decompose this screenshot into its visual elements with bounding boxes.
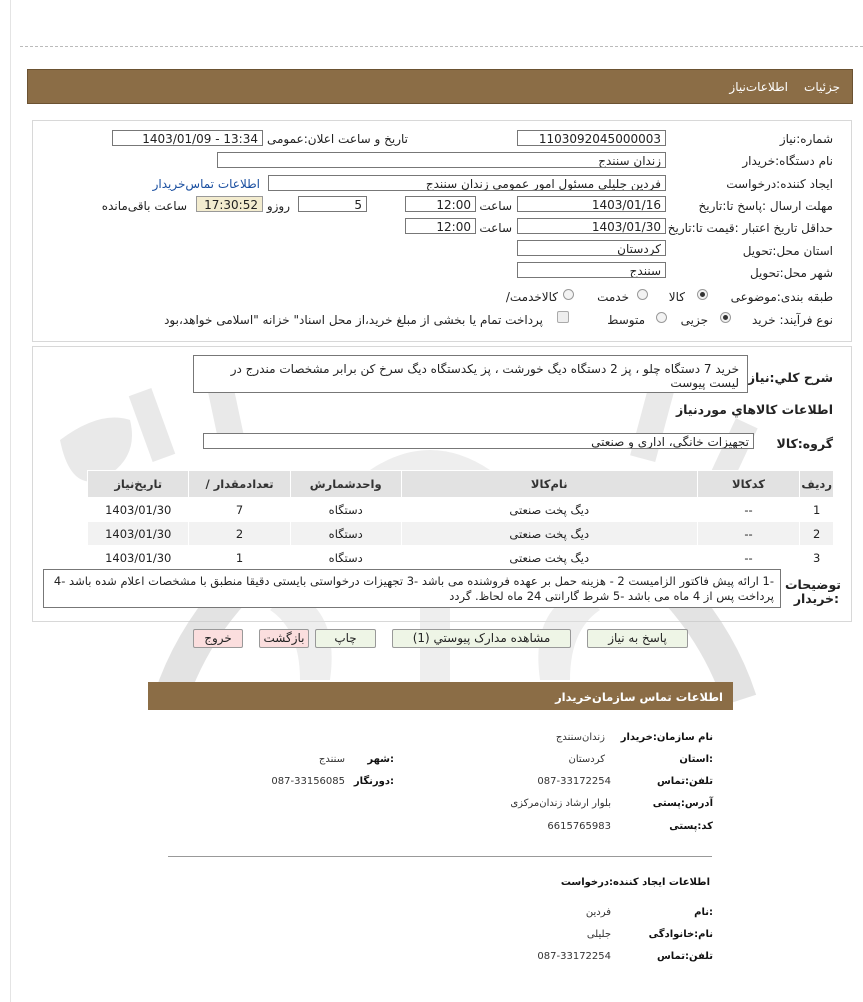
table-row	[88, 522, 834, 546]
view-attachments-button[interactable]: مشاهده مدارک پیوستي (1)	[392, 629, 571, 648]
reply-time-field: 12:00	[405, 196, 476, 212]
org-value: زندان‌سنندج	[555, 732, 605, 743]
cell-row: 1	[800, 498, 834, 522]
goods-table	[87, 470, 834, 570]
address-label: آدرس:پستی	[652, 798, 713, 809]
cell-unit: دستگاه	[290, 522, 401, 546]
print-button[interactable]: چاپ	[315, 629, 376, 648]
col-goods-code: کدکالا	[697, 471, 800, 498]
cell-unit: دستگاه	[290, 546, 401, 570]
remaining-label: ساعت باقی‌مانده	[101, 199, 187, 213]
days-field: 5	[298, 196, 367, 212]
buyer-org-label: نام دستگاه:خریدار	[742, 154, 833, 168]
contact-divider	[168, 856, 712, 857]
buyer-org-field: زندان سنندج	[217, 152, 666, 168]
contact-section-title: اطلاعات تماس سازمان‌خریدار	[555, 690, 723, 704]
radio-goods[interactable]	[697, 289, 708, 300]
cell-goods-code: --	[697, 498, 800, 522]
radio-medium-label: متوسط	[607, 313, 645, 327]
radio-goods-service[interactable]	[563, 289, 574, 300]
creator-phone-value: 087-33172254	[537, 951, 611, 962]
creator-info-title: اطلاعات ایجاد کننده:درخواست	[560, 877, 710, 888]
radio-partial-label: جزیی	[680, 313, 708, 327]
reply-deadline-label: مهلت ارسال :پاسخ تا:تاریخ	[698, 199, 833, 213]
creator-name-value: فردین	[585, 907, 611, 918]
need-number-label: شماره:نیاز	[779, 132, 833, 146]
province-contact-value: کردستان	[568, 754, 605, 765]
fax-label: دورنگار:	[353, 776, 394, 787]
creator-name-label: نام:	[694, 907, 713, 918]
goods-info-heading: اطلاعات کالاهاي موردنياز	[675, 402, 833, 417]
creator-family-label: نام:خانوادگی	[648, 929, 713, 940]
radio-service[interactable]	[637, 289, 648, 300]
address-value: بلوار ارشاد زندان‌مرکزی	[510, 798, 611, 809]
cell-goods-code: --	[697, 522, 800, 546]
category-label: طبقه بندی:موضوعی	[730, 290, 833, 304]
announce-label: تاریخ و ساعت اعلان:عمومی	[266, 132, 408, 146]
phone-label: تلفن:تماس	[656, 776, 713, 787]
table-row	[88, 546, 834, 570]
reply-time-label: ساعت	[479, 199, 512, 213]
radio-goods-label: کالا	[668, 290, 685, 304]
process-label: نوع فرآیند: خرید	[752, 313, 833, 327]
description-field: خرید 7 دستگاه چلو ، پز 2 دستگاه دیگ خورشت ، پز یکدستگاه دیگ سرخ کن برابر مشخصات مندرج در لیست پیوست	[193, 355, 748, 393]
cell-need-date: 1403/01/30	[88, 546, 189, 570]
header-bar	[27, 69, 853, 104]
validity-date-field: 1403/01/30	[517, 218, 666, 234]
buyer-contact-link[interactable]: اطلاعات تماس‌خریدار	[152, 177, 260, 191]
back-button[interactable]: بازگشت	[259, 629, 309, 648]
tab-details[interactable]: جزئیات	[804, 80, 840, 94]
city-field: سنندج	[517, 262, 666, 278]
cell-row: 3	[800, 546, 834, 570]
radio-partial[interactable]	[720, 312, 731, 323]
radio-medium[interactable]	[656, 312, 667, 323]
col-quantity: / تعدادمقدار	[189, 471, 290, 498]
col-need-date: تاريخ‌نياز	[88, 471, 189, 498]
col-row: رديف	[800, 471, 834, 498]
contact-section-header	[148, 682, 733, 710]
creator-phone-label: تلفن:تماس	[656, 951, 713, 962]
validity-label: حداقل تاریخ اعتبار :قیمت تا:تاریخ	[667, 221, 833, 235]
cell-unit: دستگاه	[290, 498, 401, 522]
cell-row: 2	[800, 522, 834, 546]
cell-goods-code: --	[697, 546, 800, 570]
reply-button[interactable]: پاسخ به نیاز	[587, 629, 688, 648]
announce-field: 1403/01/09 - 13:34	[112, 130, 263, 146]
buyer-notes-field: -1 ارائه پیش فاکتور الزامیست 2 - هزینه حمل بر عهده فروشنده می باشد -3 تجهیزات درخواستی بایستی دقیقا منطبق با مشخصات اعلام شده باشد -4 پرداخت پس از 4 ماه می باشد -5 شرط گارانتی 24 ماه لحاظ. گردد	[43, 569, 781, 608]
days-label: روزو	[266, 199, 290, 213]
city-contact-label: شهر:	[367, 754, 394, 765]
province-contact-label: استان:	[679, 754, 713, 765]
radio-goods-service-label: /کالاخدمت	[505, 290, 558, 304]
fax-value: 087-33156085	[271, 776, 345, 787]
creator-label: ایجاد کننده:درخواست	[726, 177, 833, 191]
goods-group-field: تجهیزات خانگی، اداری و صنعتی	[203, 433, 754, 449]
table-row	[88, 498, 834, 522]
radio-service-label: خدمت	[597, 290, 629, 304]
cell-need-date: 1403/01/30	[88, 498, 189, 522]
cell-goods-name: دیگ پخت صنعتی	[401, 522, 697, 546]
tab-need-info[interactable]: اطلاعات‌نیاز	[729, 80, 788, 94]
validity-time-field: 12:00	[405, 218, 476, 234]
cell-quantity: 7	[189, 498, 290, 522]
cell-quantity: 2	[189, 522, 290, 546]
reply-date-field: 1403/01/16	[517, 196, 666, 212]
need-number-field: 1103092045000003	[517, 130, 666, 146]
treasury-note: پرداخت تمام یا بخشی از مبلغ خرید،از محل اسناد" خزانه "اسلامی خواهد،بود	[164, 313, 543, 327]
col-unit: واحدشمارش	[290, 471, 401, 498]
city-label: شهر محل:تحویل	[749, 266, 833, 280]
cell-quantity: 1	[189, 546, 290, 570]
left-border-line	[10, 0, 11, 1002]
top-divider	[20, 46, 863, 47]
postal-label: کد:پستی	[669, 821, 713, 832]
buyer-notes-label: توضیحات :خریدار	[785, 577, 841, 606]
col-goods-name: نام‌کالا	[401, 471, 697, 498]
creator-field: فردین جلیلی مسئول امور عمومی زندان سنندج	[268, 175, 666, 191]
province-field: کردستان	[517, 240, 666, 256]
description-label: شرح کلي:نياز	[747, 370, 833, 385]
goods-group-label: گروه:کالا	[776, 436, 833, 451]
city-contact-value: سنندج	[318, 754, 345, 765]
phone-value: 087-33172254	[537, 776, 611, 787]
validity-time-label: ساعت	[479, 221, 512, 235]
cell-goods-name: دیگ پخت صنعتی	[401, 546, 697, 570]
exit-button[interactable]: خروج	[193, 629, 243, 648]
province-label: استان محل:تحویل	[742, 244, 833, 258]
cell-goods-name: دیگ پخت صنعتی	[401, 498, 697, 522]
creator-family-value: جلیلی	[586, 929, 611, 940]
cell-need-date: 1403/01/30	[88, 522, 189, 546]
treasury-checkbox[interactable]	[557, 311, 569, 323]
postal-value: 6615765983	[547, 821, 611, 832]
remaining-time: 17:30:52	[196, 196, 263, 212]
org-label: نام سازمان:خریدار	[620, 732, 713, 743]
